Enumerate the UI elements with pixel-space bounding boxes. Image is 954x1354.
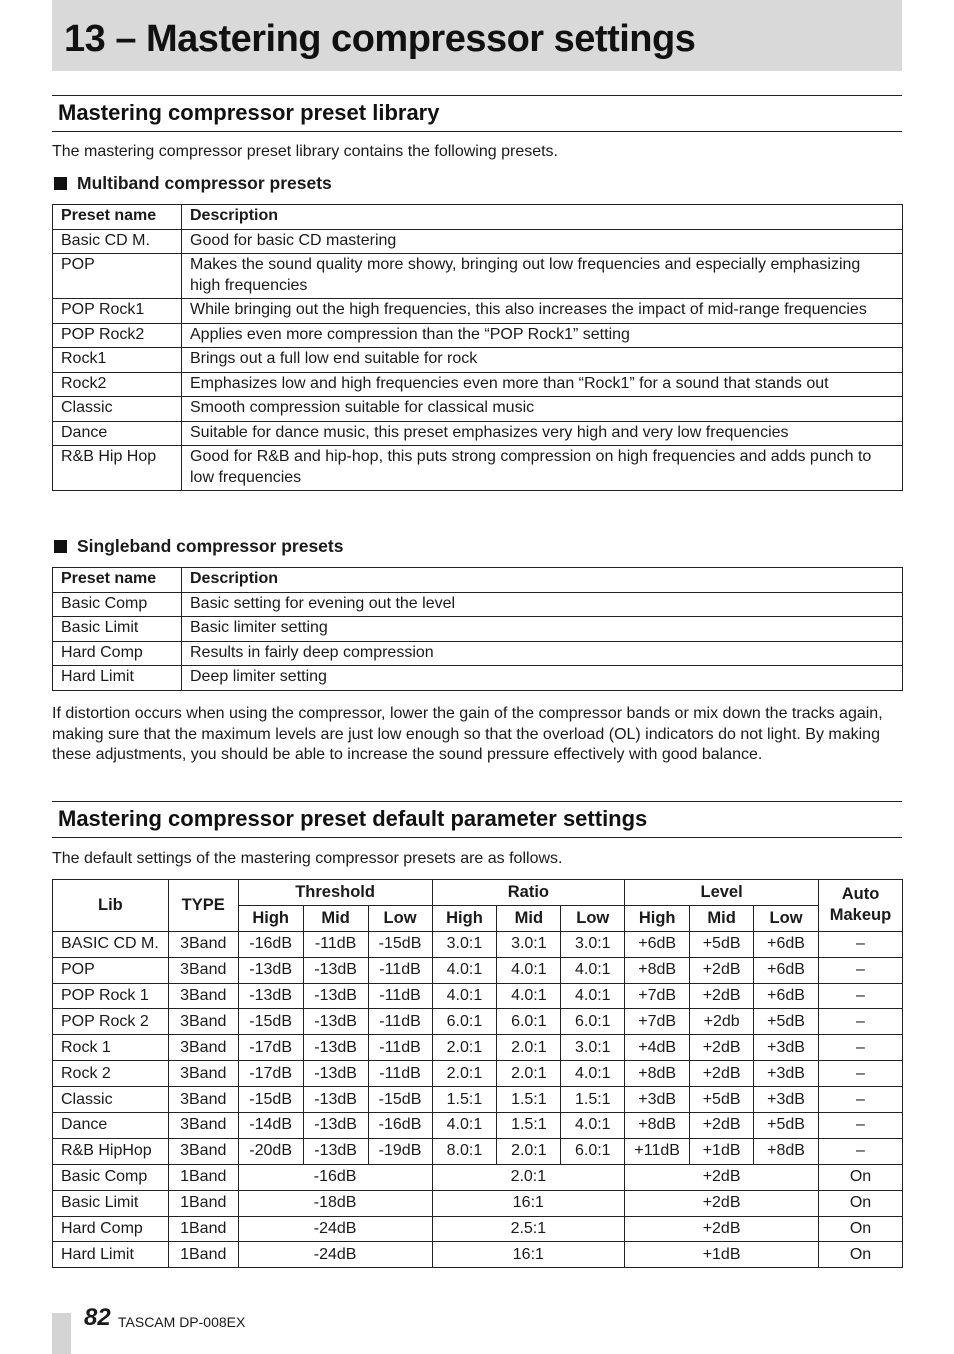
preset-name-cell: Rock1 — [53, 348, 182, 373]
table-row — [53, 397, 903, 422]
preset-name-cell: POP Rock1 — [53, 299, 182, 324]
param-cell: 4.0:1 — [432, 1113, 497, 1139]
param-cell: 3Band — [168, 1061, 238, 1087]
param-cell: +1dB — [625, 1242, 819, 1268]
table-row — [53, 666, 903, 691]
param-cell: 1Band — [168, 1242, 238, 1268]
band-header: High — [625, 905, 690, 931]
preset-name-cell: Basic CD M. — [53, 229, 182, 254]
param-cell: – — [818, 1087, 902, 1113]
param-cell: 2.0:1 — [497, 1061, 561, 1087]
param-cell: 1.5:1 — [561, 1087, 625, 1113]
param-cell: 6.0:1 — [497, 1009, 561, 1035]
preset-name-cell: POP — [53, 254, 182, 299]
multiband-heading-text: Multiband compressor presets — [77, 173, 332, 193]
library-intro: The mastering compressor preset library contains the following presets. — [52, 143, 558, 160]
param-cell: – — [818, 1138, 902, 1164]
param-cell: 2.0:1 — [497, 1035, 561, 1061]
param-cell: POP — [53, 957, 169, 983]
param-cell: +5dB — [690, 931, 754, 957]
band-header: High — [432, 905, 497, 931]
param-cell: -13dB — [303, 1061, 368, 1087]
column-header: Description — [182, 205, 903, 230]
table-row — [53, 348, 903, 373]
param-cell: Rock 2 — [53, 1061, 169, 1087]
param-cell: BASIC CD M. — [53, 931, 169, 957]
param-cell: Hard Comp — [53, 1216, 169, 1242]
square-bullet-icon — [54, 177, 67, 190]
distortion-note: If distortion occurs when using the compressor, lower the gain of the compressor bands or mix down the tracks again, making sure that the maximum levels are just low enough so that the overload (OL) indicators do not light. By making these adjustments, you should be able to increase the sound pressure effectively with good balance. — [52, 705, 883, 763]
param-cell: +3dB — [754, 1087, 819, 1113]
table-row — [53, 1009, 903, 1035]
param-cell: 2.5:1 — [432, 1216, 625, 1242]
param-cell: 4.0:1 — [432, 957, 497, 983]
param-cell: POP Rock 2 — [53, 1009, 169, 1035]
param-cell: -13dB — [303, 957, 368, 983]
param-cell: 1.5:1 — [497, 1113, 561, 1139]
table-row — [53, 1035, 903, 1061]
table-row — [53, 323, 903, 348]
param-cell: +6dB — [754, 983, 819, 1009]
param-cell: 3Band — [168, 1035, 238, 1061]
threshold-header: Threshold — [238, 880, 432, 906]
preset-name-cell: Classic — [53, 397, 182, 422]
param-cell: 3Band — [168, 931, 238, 957]
param-cell: – — [818, 931, 902, 957]
param-cell: 3.0:1 — [561, 931, 625, 957]
band-header: Low — [561, 905, 625, 931]
table-row — [53, 1216, 903, 1242]
param-cell: -11dB — [368, 1061, 432, 1087]
param-cell: -13dB — [303, 1138, 368, 1164]
param-cell: -20dB — [238, 1138, 303, 1164]
param-cell: +6dB — [754, 931, 819, 957]
library-heading: Mastering compressor preset library — [58, 100, 440, 125]
param-cell: Rock 1 — [53, 1035, 169, 1061]
preset-name-cell: Basic Limit — [53, 617, 182, 642]
default-parameters-table — [52, 879, 903, 1268]
preset-description-cell: While bringing out the high frequencies, this also increases the impact of mid-range frequencies — [182, 299, 903, 324]
param-cell: -13dB — [303, 1113, 368, 1139]
square-bullet-icon — [54, 540, 67, 553]
param-cell: +2db — [690, 1009, 754, 1035]
ratio-header: Ratio — [432, 880, 625, 906]
param-cell: 1.5:1 — [497, 1087, 561, 1113]
preset-description-cell: Smooth compression suitable for classical music — [182, 397, 903, 422]
param-cell: – — [818, 1061, 902, 1087]
table-row — [53, 299, 903, 324]
preset-description-cell: Good for basic CD mastering — [182, 229, 903, 254]
preset-description-cell: Results in fairly deep compression — [182, 641, 903, 666]
table-row — [53, 1242, 903, 1268]
param-cell: -16dB — [368, 1113, 432, 1139]
param-cell: -17dB — [238, 1061, 303, 1087]
lib-header: Lib — [53, 880, 169, 932]
preset-name-cell: Hard Limit — [53, 666, 182, 691]
column-header: Description — [182, 568, 903, 593]
section-rule — [52, 801, 902, 802]
section-rule — [52, 131, 902, 132]
param-cell: 3Band — [168, 1138, 238, 1164]
param-cell: R&B HipHop — [53, 1138, 169, 1164]
preset-description-cell: Makes the sound quality more showy, bringing out low frequencies and especially emphasizing high frequencies — [182, 254, 903, 299]
param-cell: 4.0:1 — [497, 983, 561, 1009]
preset-description-cell: Applies even more compression than the “POP Rock1” setting — [182, 323, 903, 348]
param-cell: 2.0:1 — [432, 1035, 497, 1061]
param-cell: On — [818, 1242, 902, 1268]
table-row — [53, 229, 903, 254]
param-cell: 1Band — [168, 1216, 238, 1242]
defaults-heading: Mastering compressor preset default parameter settings — [58, 806, 648, 831]
param-cell: 2.0:1 — [432, 1164, 625, 1190]
footer-model: TASCAM DP-008EX — [118, 1314, 246, 1330]
column-header: Preset name — [53, 205, 182, 230]
band-header: Low — [368, 905, 432, 931]
param-cell: -24dB — [238, 1242, 432, 1268]
param-cell: +6dB — [625, 931, 690, 957]
preset-name-cell: R&B Hip Hop — [53, 446, 182, 491]
auto-makeup-header: Auto Makeup — [818, 880, 902, 932]
param-cell: 1.5:1 — [432, 1087, 497, 1113]
param-cell: On — [818, 1164, 902, 1190]
param-cell: +5dB — [754, 1009, 819, 1035]
param-cell: 6.0:1 — [432, 1009, 497, 1035]
param-cell: -15dB — [368, 1087, 432, 1113]
param-cell: +8dB — [625, 1113, 690, 1139]
table-row — [53, 254, 903, 299]
preset-name-cell: POP Rock2 — [53, 323, 182, 348]
preset-name-cell: Rock2 — [53, 372, 182, 397]
param-cell: +7dB — [625, 983, 690, 1009]
singleband-heading — [54, 536, 343, 557]
param-cell: 3Band — [168, 1087, 238, 1113]
param-cell: -24dB — [238, 1216, 432, 1242]
param-cell: 4.0:1 — [497, 957, 561, 983]
param-cell: 4.0:1 — [561, 957, 625, 983]
param-cell: +3dB — [754, 1061, 819, 1087]
param-cell: -15dB — [238, 1009, 303, 1035]
param-cell: – — [818, 1009, 902, 1035]
preset-description-cell: Good for R&B and hip-hop, this puts strong compression on high frequencies and adds punch to low frequencies — [182, 446, 903, 491]
preset-description-cell: Basic limiter setting — [182, 617, 903, 642]
table-row — [53, 1190, 903, 1216]
preset-name-cell: Basic Comp — [53, 592, 182, 617]
table-row — [53, 641, 903, 666]
param-cell: +6dB — [754, 957, 819, 983]
multiband-heading — [54, 173, 332, 194]
table-row — [53, 592, 903, 617]
table-row — [53, 617, 903, 642]
table-row — [53, 446, 903, 491]
param-cell: 2.0:1 — [432, 1061, 497, 1087]
param-cell: 3Band — [168, 983, 238, 1009]
param-cell: -11dB — [368, 1035, 432, 1061]
singleband-heading-text: Singleband compressor presets — [77, 536, 344, 556]
param-cell: Classic — [53, 1087, 169, 1113]
param-cell: +3dB — [754, 1035, 819, 1061]
param-cell: -11dB — [368, 983, 432, 1009]
param-cell: 6.0:1 — [561, 1138, 625, 1164]
preset-description-cell: Emphasizes low and high frequencies even more than “Rock1” for a sound that stands out — [182, 372, 903, 397]
param-cell: +7dB — [625, 1009, 690, 1035]
param-cell: 16:1 — [432, 1242, 625, 1268]
chapter-title: 13 – Mastering compressor settings — [64, 18, 696, 60]
param-cell: -13dB — [303, 1087, 368, 1113]
param-cell: +2dB — [690, 957, 754, 983]
singleband-presets-table — [52, 567, 903, 691]
section-rule — [52, 837, 902, 838]
param-cell: +2dB — [690, 1113, 754, 1139]
param-cell: -13dB — [238, 957, 303, 983]
param-cell: 6.0:1 — [561, 1009, 625, 1035]
section-rule — [52, 95, 902, 96]
param-cell: -13dB — [303, 1009, 368, 1035]
band-header: Low — [754, 905, 819, 931]
band-header: Mid — [303, 905, 368, 931]
table-row — [53, 1164, 903, 1190]
param-cell: 8.0:1 — [432, 1138, 497, 1164]
param-cell: -13dB — [303, 1035, 368, 1061]
param-cell: Basic Comp — [53, 1164, 169, 1190]
table-row — [53, 372, 903, 397]
param-cell: 3Band — [168, 957, 238, 983]
param-cell: 3Band — [168, 1009, 238, 1035]
type-header: TYPE — [168, 880, 238, 932]
param-cell: +11dB — [625, 1138, 690, 1164]
band-header: High — [238, 905, 303, 931]
band-header: Mid — [497, 905, 561, 931]
param-cell: +3dB — [625, 1087, 690, 1113]
table-row — [53, 421, 903, 446]
param-cell: On — [818, 1190, 902, 1216]
preset-description-cell: Brings out a full low end suitable for rock — [182, 348, 903, 373]
param-cell: – — [818, 957, 902, 983]
param-cell: -11dB — [368, 957, 432, 983]
param-cell: +4dB — [625, 1035, 690, 1061]
preset-name-cell: Dance — [53, 421, 182, 446]
param-cell: Hard Limit — [53, 1242, 169, 1268]
table-row — [53, 1087, 903, 1113]
param-cell: On — [818, 1216, 902, 1242]
preset-description-cell: Basic setting for evening out the level — [182, 592, 903, 617]
param-cell: -15dB — [368, 931, 432, 957]
param-cell: 4.0:1 — [432, 983, 497, 1009]
page-number: 82 — [84, 1304, 111, 1331]
param-cell: +8dB — [625, 1061, 690, 1087]
preset-description-cell: Suitable for dance music, this preset emphasizes very high and very low frequencies — [182, 421, 903, 446]
param-cell: -11dB — [368, 1009, 432, 1035]
param-cell: +1dB — [690, 1138, 754, 1164]
table-row — [53, 1061, 903, 1087]
param-cell: 4.0:1 — [561, 983, 625, 1009]
level-header: Level — [625, 880, 819, 906]
param-cell: 1Band — [168, 1190, 238, 1216]
param-cell: 3Band — [168, 1113, 238, 1139]
param-cell: Dance — [53, 1113, 169, 1139]
table-row — [53, 983, 903, 1009]
param-cell: -16dB — [238, 931, 303, 957]
param-cell: +8dB — [754, 1138, 819, 1164]
param-cell: – — [818, 1113, 902, 1139]
param-cell: -15dB — [238, 1087, 303, 1113]
param-cell: 1Band — [168, 1164, 238, 1190]
param-cell: 2.0:1 — [497, 1138, 561, 1164]
param-cell: +2dB — [690, 1035, 754, 1061]
param-cell: POP Rock 1 — [53, 983, 169, 1009]
param-cell: -19dB — [368, 1138, 432, 1164]
param-cell: +5dB — [754, 1113, 819, 1139]
param-cell: +8dB — [625, 957, 690, 983]
param-cell: 3.0:1 — [561, 1035, 625, 1061]
param-cell: -17dB — [238, 1035, 303, 1061]
param-cell: -13dB — [238, 983, 303, 1009]
param-cell: 3.0:1 — [432, 931, 497, 957]
param-cell: -14dB — [238, 1113, 303, 1139]
param-cell: -13dB — [303, 983, 368, 1009]
multiband-presets-table — [52, 204, 903, 491]
defaults-intro: The default settings of the mastering compressor presets are as follows. — [52, 850, 563, 867]
table-row — [53, 957, 903, 983]
param-cell: +2dB — [690, 983, 754, 1009]
param-cell: +2dB — [690, 1061, 754, 1087]
param-cell: -16dB — [238, 1164, 432, 1190]
table-row — [53, 1113, 903, 1139]
table-row — [53, 931, 903, 957]
param-cell: +2dB — [625, 1216, 819, 1242]
param-cell: +2dB — [625, 1190, 819, 1216]
param-cell: -11dB — [303, 931, 368, 957]
param-cell: 4.0:1 — [561, 1061, 625, 1087]
param-cell: -18dB — [238, 1190, 432, 1216]
param-cell: 3.0:1 — [497, 931, 561, 957]
param-cell: 16:1 — [432, 1190, 625, 1216]
column-header: Preset name — [53, 568, 182, 593]
param-cell: Basic Limit — [53, 1190, 169, 1216]
band-header: Mid — [690, 905, 754, 931]
param-cell: – — [818, 983, 902, 1009]
param-cell: 4.0:1 — [561, 1113, 625, 1139]
preset-description-cell: Deep limiter setting — [182, 666, 903, 691]
footer-bar — [52, 1313, 71, 1354]
table-row — [53, 1138, 903, 1164]
param-cell: +5dB — [690, 1087, 754, 1113]
param-cell: – — [818, 1035, 902, 1061]
preset-name-cell: Hard Comp — [53, 641, 182, 666]
param-cell: +2dB — [625, 1164, 819, 1190]
